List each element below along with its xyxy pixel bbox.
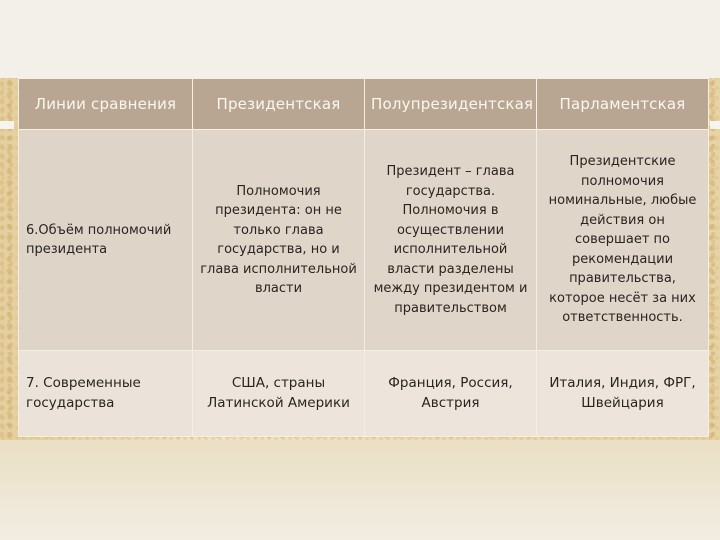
top-band — [0, 0, 720, 78]
cell-presidential-states: США, страны Латинской Америки — [193, 351, 365, 437]
cell-parliamentary-states: Италия, Индия, ФРГ, Швейцария — [537, 351, 709, 437]
right-edge-marker — [710, 121, 720, 129]
header-comparison-lines: Линии сравнения — [19, 79, 193, 130]
comparison-table — [18, 78, 709, 437]
table-header-row — [19, 79, 709, 130]
row-label-states: 7. Современные государства — [19, 351, 193, 437]
left-edge-marker — [0, 121, 14, 129]
cell-semi-presidential-states: Франция, Россия, Австрия — [365, 351, 537, 437]
header-semi-presidential: Полупрезидентская — [365, 79, 537, 130]
bottom-band — [0, 440, 720, 540]
row-label-powers: 6.Объём полномочий президента — [19, 130, 193, 351]
cell-parliamentary-powers: Президентские полномочия номинальные, любые действия он совершает по рекомендации правительства, которое несёт за них ответственность. — [537, 130, 709, 351]
table-row — [19, 130, 709, 351]
header-presidential: Президентская — [193, 79, 365, 130]
cell-semi-presidential-powers: Президент – глава государства. Полномочия в осуществлении исполнительной власти разделены между президентом и правительством — [365, 130, 537, 351]
cell-presidential-powers: Полномочия президента: он не только глава государства, но и глава исполнительной власти — [193, 130, 365, 351]
header-parliamentary: Парламентская — [537, 79, 709, 130]
table-row — [19, 351, 709, 437]
